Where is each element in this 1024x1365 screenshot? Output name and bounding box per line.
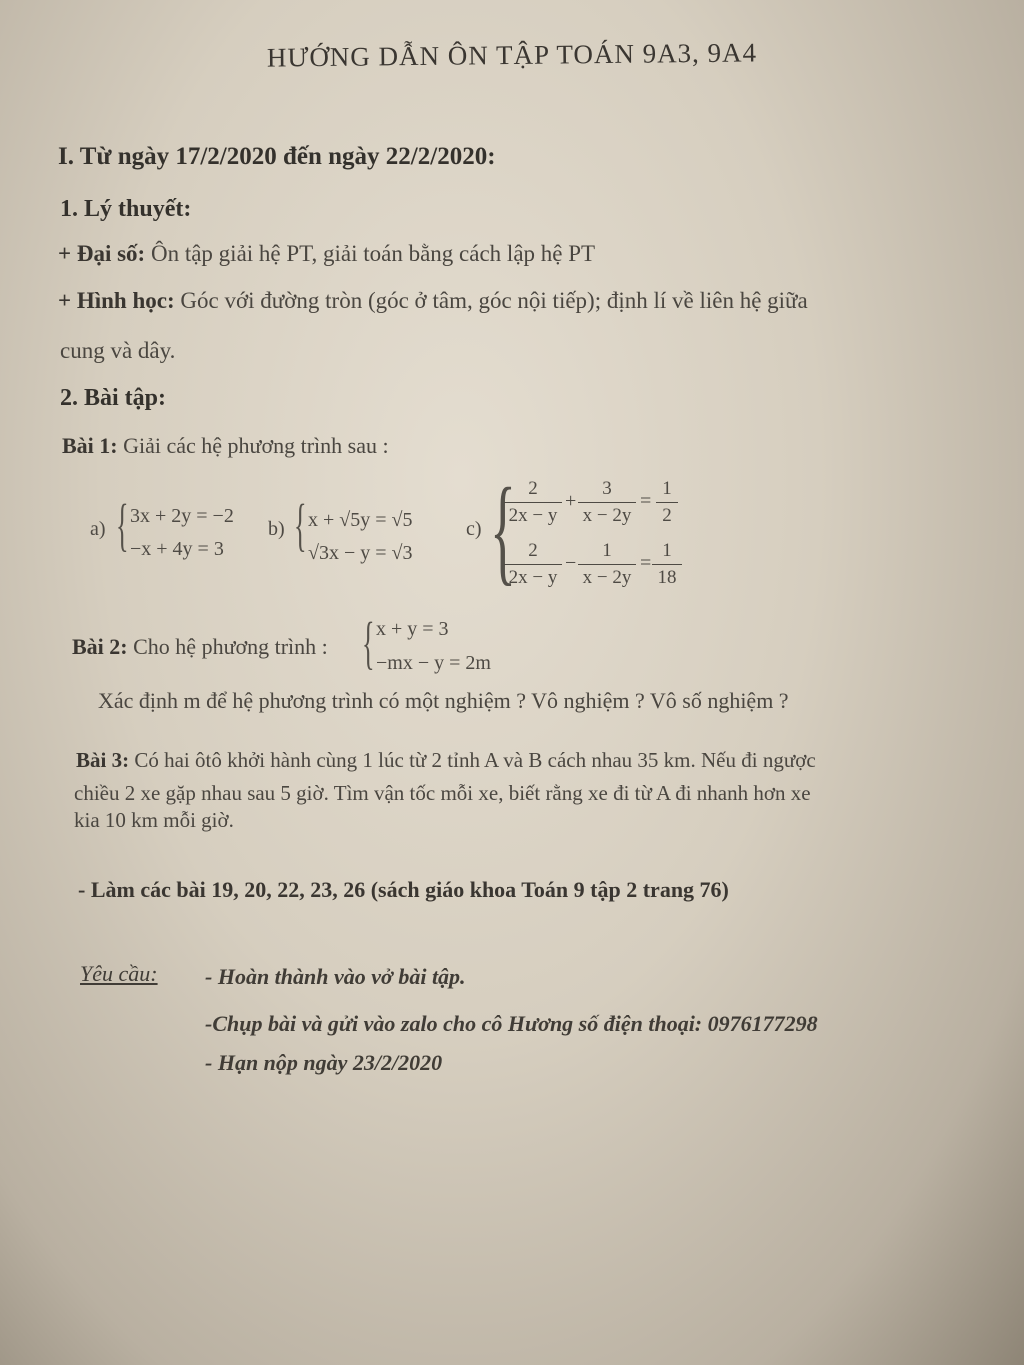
requirement-item: -Chụp bài và gửi vào zalo cho cô Hương số điện thoại: 0976177298 — [205, 1011, 818, 1036]
geometry-label: + Hình học: — [58, 288, 175, 313]
operator: + — [565, 490, 577, 512]
page-title: HƯỚNG DẪN ÔN TẬP TOÁN 9A3, 9A4 — [266, 37, 758, 73]
bai1-text: Giải các hệ phương trình sau : — [123, 433, 389, 458]
geometry-text: Góc với đường tròn (góc ở tâm, góc nội tiếp); định lí về liên hệ giữa — [180, 288, 808, 313]
bai2-eq2: −mx − y = 2m — [376, 652, 491, 674]
bai2-line — [72, 634, 328, 660]
algebra-line — [58, 241, 595, 267]
geometry-text-cont: cung và dây. — [60, 338, 176, 363]
bai1-line — [62, 433, 389, 459]
algebra-text: Ôn tập giải hệ PT, giải toán bằng cách lập hệ PT — [150, 241, 596, 266]
equals: = — [640, 490, 652, 512]
requirements-label: Yêu cầu: — [80, 961, 158, 986]
system-c-brace: { — [490, 463, 516, 596]
bai3-label: Bài 3: — [76, 748, 130, 772]
system-a-brace: { — [116, 492, 129, 557]
fraction-numerator: 2 — [504, 478, 562, 503]
fraction-numerator: 1 — [578, 540, 636, 565]
homework-line: - Làm các bài 19, 20, 22, 23, 26 (sách giáo khoa Toán 9 tập 2 trang 76) — [78, 877, 729, 902]
algebra-label: + Đại số: — [58, 241, 146, 266]
fraction-denominator: 18 — [657, 567, 677, 588]
fraction-denominator: x − 2y — [582, 505, 632, 526]
system-b-eq2: √3x − y = √3 — [308, 542, 413, 564]
bai1-label: Bài 1: — [62, 433, 118, 458]
fraction — [578, 478, 636, 527]
theory-heading: 1. Lý thuyết: — [60, 196, 192, 222]
fraction — [578, 540, 636, 589]
fraction — [652, 540, 682, 589]
requirement-item: - Hạn nộp ngày 23/2/2020 — [205, 1050, 443, 1075]
equals: = — [640, 552, 652, 574]
requirement-item: - Hoàn thành vào vở bài tập. — [205, 964, 466, 989]
fraction — [656, 478, 678, 527]
fraction-denominator: 2x − y — [508, 505, 558, 526]
fraction-numerator: 1 — [652, 540, 682, 565]
bai3-text-line1: Có hai ôtô khởi hành cùng 1 lúc từ 2 tỉnh A và B cách nhau 35 km. Nếu đi ngược — [134, 748, 816, 772]
system-b-brace: { — [294, 492, 307, 557]
fraction — [504, 540, 562, 589]
bai2-text: Cho hệ phương trình : — [133, 634, 328, 659]
system-b-label: b) — [268, 518, 285, 540]
fraction-denominator: x − 2y — [582, 567, 632, 588]
system-a-label: a) — [90, 518, 106, 540]
bai3-line1 — [76, 748, 816, 773]
section-heading: I. Từ ngày 17/2/2020 đến ngày 22/2/2020: — [58, 143, 496, 170]
system-c-label: c) — [466, 518, 482, 540]
system-a-eq1: 3x + 2y = −2 — [130, 505, 234, 527]
fraction — [504, 478, 562, 527]
fraction-numerator: 1 — [656, 478, 678, 503]
bai2-brace: { — [362, 610, 375, 675]
bai2-question: Xác định m để hệ phương trình có một nghiệm ? Vô nghiệm ? Vô số nghiệm ? — [98, 688, 789, 713]
bai2-label: Bài 2: — [72, 634, 128, 659]
exercises-heading: 2. Bài tập: — [60, 385, 167, 411]
fraction-denominator: 2 — [662, 505, 672, 526]
system-a-eq2: −x + 4y = 3 — [130, 538, 224, 560]
fraction-denominator: 2x − y — [508, 567, 558, 588]
system-b-eq1: x + √5y = √5 — [308, 509, 413, 531]
fraction-numerator: 2 — [504, 540, 562, 565]
bai2-eq1: x + y = 3 — [376, 618, 449, 640]
bai3-line2: chiều 2 xe gặp nhau sau 5 giờ. Tìm vận tốc mỗi xe, biết rằng xe đi từ A đi nhanh hơn xe — [74, 781, 811, 805]
operator: − — [565, 552, 577, 574]
fraction-numerator: 3 — [578, 478, 636, 503]
bai3-line3: kia 10 km mỗi giờ. — [74, 808, 234, 832]
geometry-line — [58, 288, 808, 314]
